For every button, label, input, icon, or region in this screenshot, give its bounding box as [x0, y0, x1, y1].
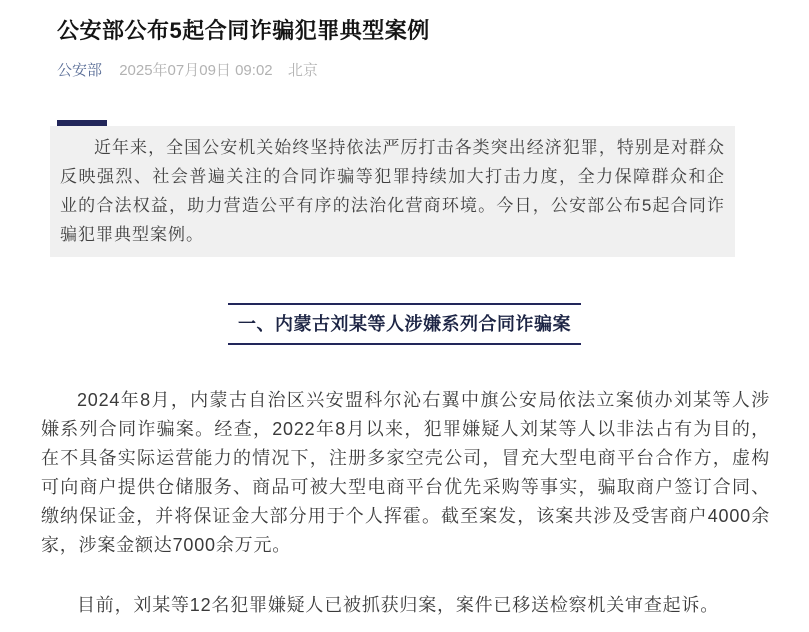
publish-location: 北京 — [287, 62, 318, 79]
publish-datetime: 2025年07月09日 09:02 — [119, 62, 273, 79]
intro-highlight-box — [50, 126, 735, 257]
byline — [57, 62, 752, 80]
intro-text: 近年来，全国公安机关始终坚持依法严厉打击各类突出经济犯罪，特别是对群众反映强烈、社会普遍关注的合同诈骗等犯罪持续加大打击力度，全力保障群众和企业的合法权益，助力营造公平有序的法治化营商环境。今日，公安部公布5起合同诈骗犯罪典型案例。 — [60, 138, 725, 244]
article-page — [0, 16, 809, 632]
case-section-heading: 一、内蒙古刘某等人涉嫌系列合同诈骗案 — [228, 303, 581, 345]
article-title: 公安部公布5起合同诈骗犯罪典型案例 — [57, 18, 430, 43]
account-name-link[interactable]: 公安部 — [57, 62, 103, 79]
case-paragraph-status: 目前，刘某等12名犯罪嫌疑人已被抓获归案，案件已移送检察机关审查起诉。 — [77, 595, 720, 615]
case-paragraph-details: 2024年8月，内蒙古自治区兴安盟科尔沁右翼中旗公安局依法立案侦办刘某等人涉嫌系列合同诈骗案。经查，2022年8月以来，犯罪嫌疑人刘某等人以非法占有为目的，在不具备实际运营能力的情况下，注册多家空壳公司，冒充大型电商平台合作方，虚构可向商户提供仓储服务、商品可被大型电商平台优先采购等事实，骗取商户签订合同、缴纳保证金，并将保证金大部分用于个人挥霍。截至案发，该案共涉及受害商户4000余家，涉案金额达7000余万元。 — [41, 390, 770, 555]
